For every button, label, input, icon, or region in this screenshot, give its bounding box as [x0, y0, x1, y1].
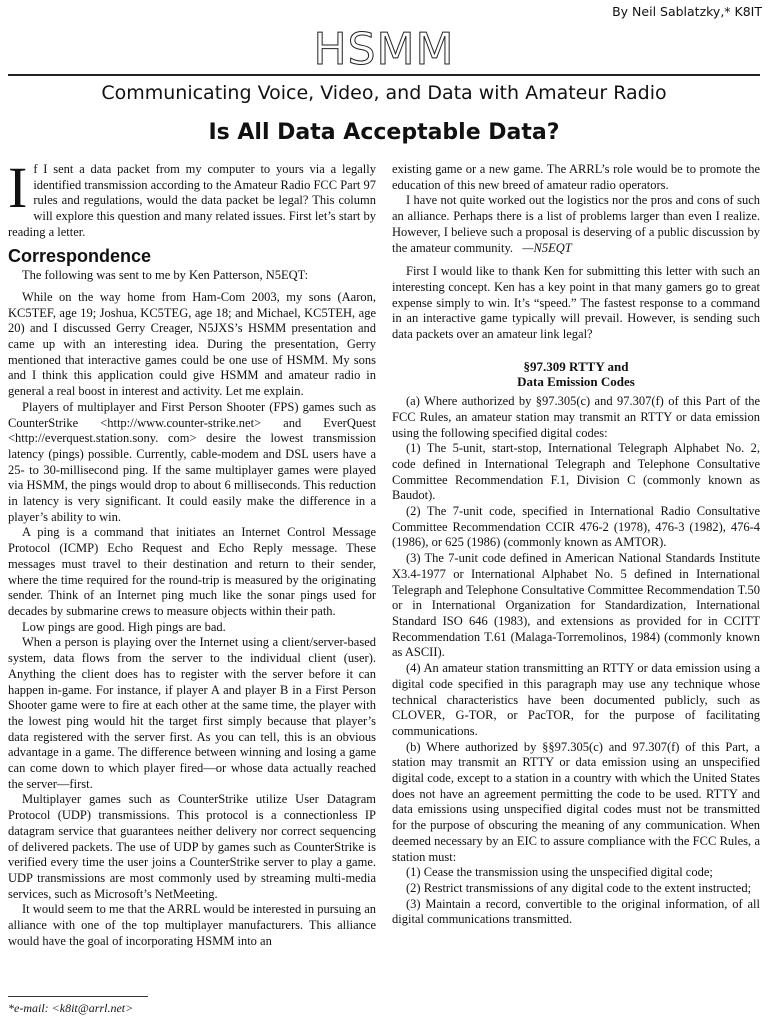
rule-paragraph: (1) The 5-unit, start-stop, International Telegraph Alphabet No. 2, code defined in International Telegraph and Telephone Consultative Committee Recommendation F.1, Division C (commonly known as Baudot).: [392, 441, 760, 503]
masthead-rule: [8, 74, 760, 76]
rule-paragraph: (b) Where authorized by §§97.305(c) and 97.307(f) of this Part, a station may transmit an RTTY or data emission using an unspecified digital code, except to a station in a country with which the United States does not have an agreement permitting the code to be used. RTTY and data emissions using unspecified digital codes must not be transmitted for the purpose of obscuring the meaning of any communication. When deemed necessary by an EIC to assure compliance with the FCC Rules, a station must:: [392, 739, 760, 864]
letter-final-paragraph: [392, 193, 760, 256]
rule-paragraph: (3) The 7-unit code defined in American National Standards Institute X3.4-1977 or International Alphabet No. 5 defined in International Telegraph and Telephone Consultative Committee Recommendation T.50 or in International Organization for Standardization, International Standard ISO 646 (1983), and extensions as provided for in CCITT Recommendation T.61 (Malaga-Torremolinos, 1984) (commonly known as ASCII).: [392, 551, 760, 660]
letter-lead: The following was sent to me by Ken Patterson, N5EQT:: [22, 268, 309, 283]
letter-paragraph: Players of multiplayer and First Person Shooter (FPS) games such as CounterStrike <http://www.counter-strike.net> and EverQuest <http://everquest.station.sony. com> desire the lowest transmission latency (pings) possible. Currently, cable-modem and DSL users have a 25- to 30-millisecond ping. If the same multiplayer games were played via HSMM, the pings would drop to about 6 milliseconds. This reduction in latency is very significant. It could easily make the difference in a player’s ability to win.: [8, 399, 376, 524]
letter-paragraph: Multiplayer games such as CounterStrike utilize User Datagram Protocol (UDP) transmissions. This protocol is a connectionless IP datagram service that guarantees neither delivery nor correct sequencing of delivered packets. The use of UDP by games such as CounterStrike is verified every time the user joins a CounterStrike server to play a game. UDP transmissions are most commonly used by streaming multi-media services, such as Microsoft’s NetMeeting.: [8, 792, 376, 901]
letter-paragraph: While on the way home from Ham-Com 2003, my sons (Aaron, KC5TEF, age 19; Joshua, KC5TEG, age 18; and Michael, KC5TEH, age 20) and I discussed Gerry Creager, N5JXS’s HSMM presentation and came up with an interesting idea. During the presentation, Gerry mentioned that interactive games could be one use of HSMM. My sons and I think this application could give HSMM and amateur radio in general a real boost in interest and activity. Let me explain.: [8, 289, 376, 399]
response-paragraph: First I would like to thank Ken for submitting this letter with such an interesting concept. Ken has a key point in that many gamers go to great expense simply to win. It’s “speed.” The fastest response to a command in an interactive game typically will prevail. However, is sending such data packets over an amateur link legal?: [392, 264, 760, 342]
article-title: Is All Data Acceptable Data?: [208, 120, 560, 145]
rule-paragraph: (a) Where authorized by §97.305(c) and 97.307(f) of this Part of the FCC Rules, an amateur station may transmit an RTTY or data emission using the following specified digital codes:: [392, 394, 760, 440]
letter-paragraph: A ping is a command that initiates an Internet Control Message Protocol (ICMP) Echo Request and Echo Reply message. These messages must travel to their destination and return to their sender, where the time required for the round-trip is measured by the originating sender. Think of an Internet ping much like the sonar pings used for decades by submarine crews to measure objects within their path.: [8, 525, 376, 618]
rule-paragraph: (2) Restrict transmissions of any digital code to the extent instructed;: [406, 880, 752, 895]
letter-paragraph: It would seem to me that the ARRL would be interested in pursuing an alliance with one of the top multiplayer manufacturers. This alliance would have the goal of incorporating HSMM into an: [8, 902, 376, 948]
letter-paragraph: Low pings are good. High pings are bad.: [22, 619, 226, 634]
column-subtitle: Communicating Voice, Video, and Data with Amateur Radio: [101, 82, 667, 104]
section-heading: Correspondence: [8, 245, 152, 266]
footnote-email: *e-mail: <k8it@arrl.net>: [8, 1001, 134, 1015]
letter-body: [8, 290, 376, 950]
drop-cap: I: [8, 162, 28, 220]
footnote-rule: [8, 996, 148, 997]
intro-text: f I sent a data packet from my computer to yours via a legally identified transmission according to the Amateur Radio FCC Part 97 rules and regulations, would the data packet be legal? This column will explore this question and many related issues. First let’s start by reading a letter.: [8, 162, 376, 239]
letter-signature: —N5EQT: [522, 240, 572, 255]
rule-paragraph: (4) An amateur station transmitting an RTTY or data emission using a digital code specified in this paragraph may use any technique whose technical characteristics have been documented publicly, such as CLOVER, G-TOR, or PacTOR, for the purpose of facilitating communications.: [392, 661, 760, 738]
right-column: [392, 162, 760, 1024]
byline: By Neil Sablatzky,* K8IT: [612, 4, 762, 19]
letter-continuation: existing game or a new game. The ARRL’s role would be to promote the education of this new breed of amateur radio operators.: [392, 162, 760, 192]
rule-title-line-2: Data Emission Codes: [517, 374, 635, 390]
rule-paragraph: (1) Cease the transmission using the unspecified digital code;: [406, 865, 713, 880]
rule-title-line-1: §97.309 RTTY and: [523, 358, 629, 374]
rule-paragraph: (2) The 7-unit code, specified in International Radio Consultative Committee Recommendation CCIR 476-2 (1978), 476-3 (1982), 476-4 (1986), or 625 (1986) (commonly known as AMTOR).: [392, 504, 760, 550]
intro-paragraph: [8, 162, 376, 241]
masthead-logo: HSMM: [313, 24, 455, 75]
letter-paragraph: When a person is playing over the Internet using a client/server-based system, data flows from the server to the individual client (user). Anything the client does has to register with the server before it can happen in-game. For instance, if player A and player B in a First Person Shooter game were to fire at each other at the same time, the player with the lowest ping would hit the target first simply because that player’s data registered with the server first. As you can tell, this is an obvious advantage in a game. The difference between winning and losing a game can come down to which player fired—or whose data actually reached the server—first.: [8, 635, 376, 791]
left-column: [8, 162, 376, 992]
rule-paragraph: (3) Maintain a record, convertible to the original information, of all digital communications transmitted.: [392, 896, 760, 927]
letter-final-text: I have not quite worked out the logistics nor the pros and cons of such an alliance. Perhaps there is a list of problems larger than even I realize. However, I believe such a proposal is deserving of a public discussion by the amateur community.: [392, 193, 760, 255]
